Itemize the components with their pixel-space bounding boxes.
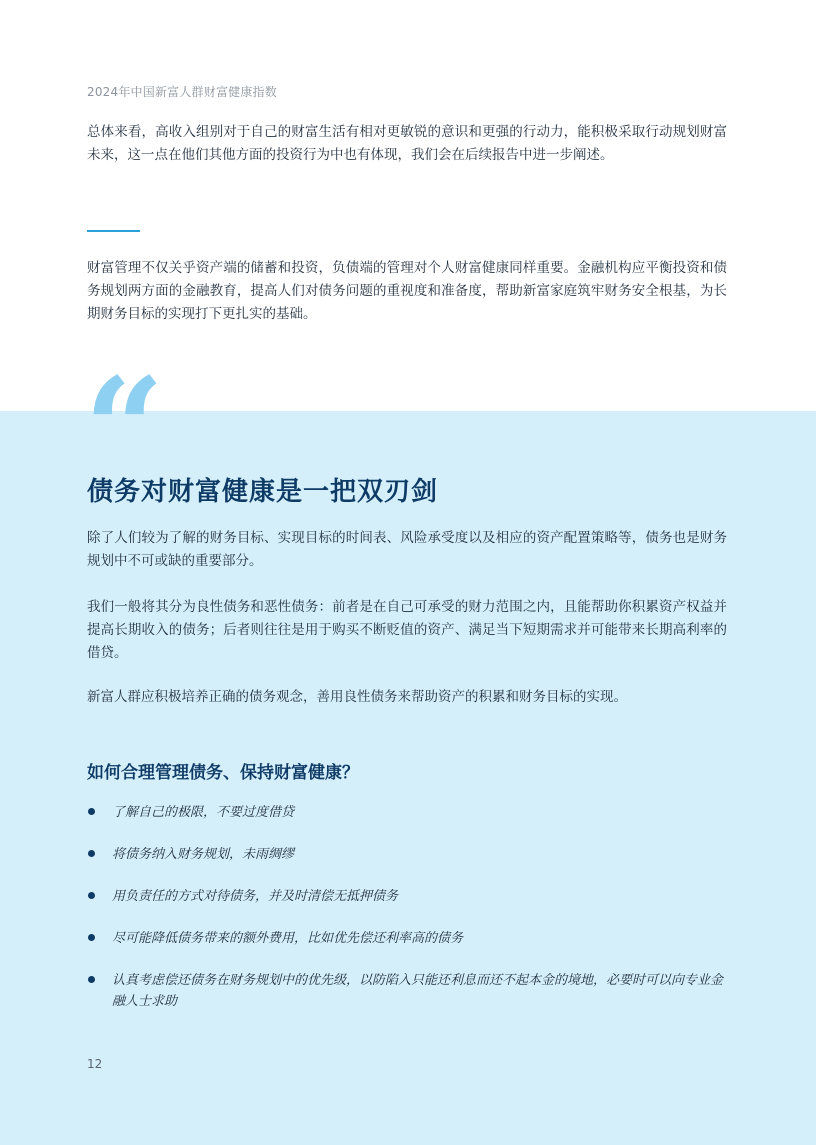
callout-title: 债务对财富健康是一把双刃剑 — [87, 477, 439, 507]
list-item — [87, 844, 727, 865]
list-item — [87, 802, 727, 823]
intro-paragraph-2: 财富管理不仅关乎资产端的储蓄和投资，负债端的管理对个人财富健康同样重要。金融机构应平衡投资和债务规划两方面的金融教育，提高人们对债务问题的重视度和准备度，帮助新富家庭筑牢财务安全根基，为长期财务目标的实现打下更扎实的基础。 — [87, 260, 727, 322]
callout-subtitle: 如何合理管理债务、保持财富健康？ — [87, 763, 359, 783]
list-item — [87, 928, 727, 949]
page-number: 12 — [87, 1057, 103, 1071]
list-item-text: 将债务纳入财务规划，未雨绸缪 — [112, 847, 295, 862]
bullet-dot-icon — [88, 934, 95, 941]
list-item-text: 用负责任的方式对待债务，并及时清偿无抵押债务 — [112, 889, 399, 904]
list-item-text: 了解自己的极限，不要过度借贷 — [112, 805, 295, 820]
quote-icon: “ — [84, 348, 165, 512]
list-item — [87, 886, 727, 907]
callout-paragraph-2: 我们一般将其分为良性债务和恶性债务：前者是在自己可承受的财力范围之内，且能帮助你积累资产权益并提高长期收入的债务；后者则往往是用于购买不断贬值的资产、满足当下短期需求并可能带来长期高利率的借贷。 — [87, 599, 727, 661]
callout-paragraph-1: 除了人们较为了解的财务目标、实现目标的时间表、风险承受度以及相应的资产配置策略等，债务也是财务规划中不可或缺的重要部分。 — [87, 530, 727, 569]
section-divider — [87, 230, 140, 232]
bullet-dot-icon — [88, 892, 95, 899]
bullet-dot-icon — [88, 976, 95, 983]
running-header: 2024年中国新富人群财富健康指数 — [87, 85, 277, 99]
list-item-text: 尽可能降低债务带来的额外费用，比如优先偿还利率高的债务 — [112, 931, 464, 946]
intro-paragraph-1: 总体来看，高收入组别对于自己的财富生活有相对更敏锐的意识和更强的行动力，能积极采取行动规划财富未来，这一点在他们其他方面的投资行为中也有体现，我们会在后续报告中进一步阐述。 — [87, 124, 727, 163]
list-item — [87, 970, 727, 1012]
callout-paragraph-3: 新富人群应积极培养正确的债务观念，善用良性债务来帮助资产的积累和财务目标的实现。 — [87, 689, 627, 705]
tips-list — [87, 802, 727, 1033]
list-item-text: 认真考虑偿还债务在财务规划中的优先级，以防陷入只能还利息而还不起本金的境地，必要时可以向专业金融人士求助 — [112, 973, 724, 1009]
bullet-dot-icon — [88, 808, 95, 815]
bullet-dot-icon — [88, 850, 95, 857]
